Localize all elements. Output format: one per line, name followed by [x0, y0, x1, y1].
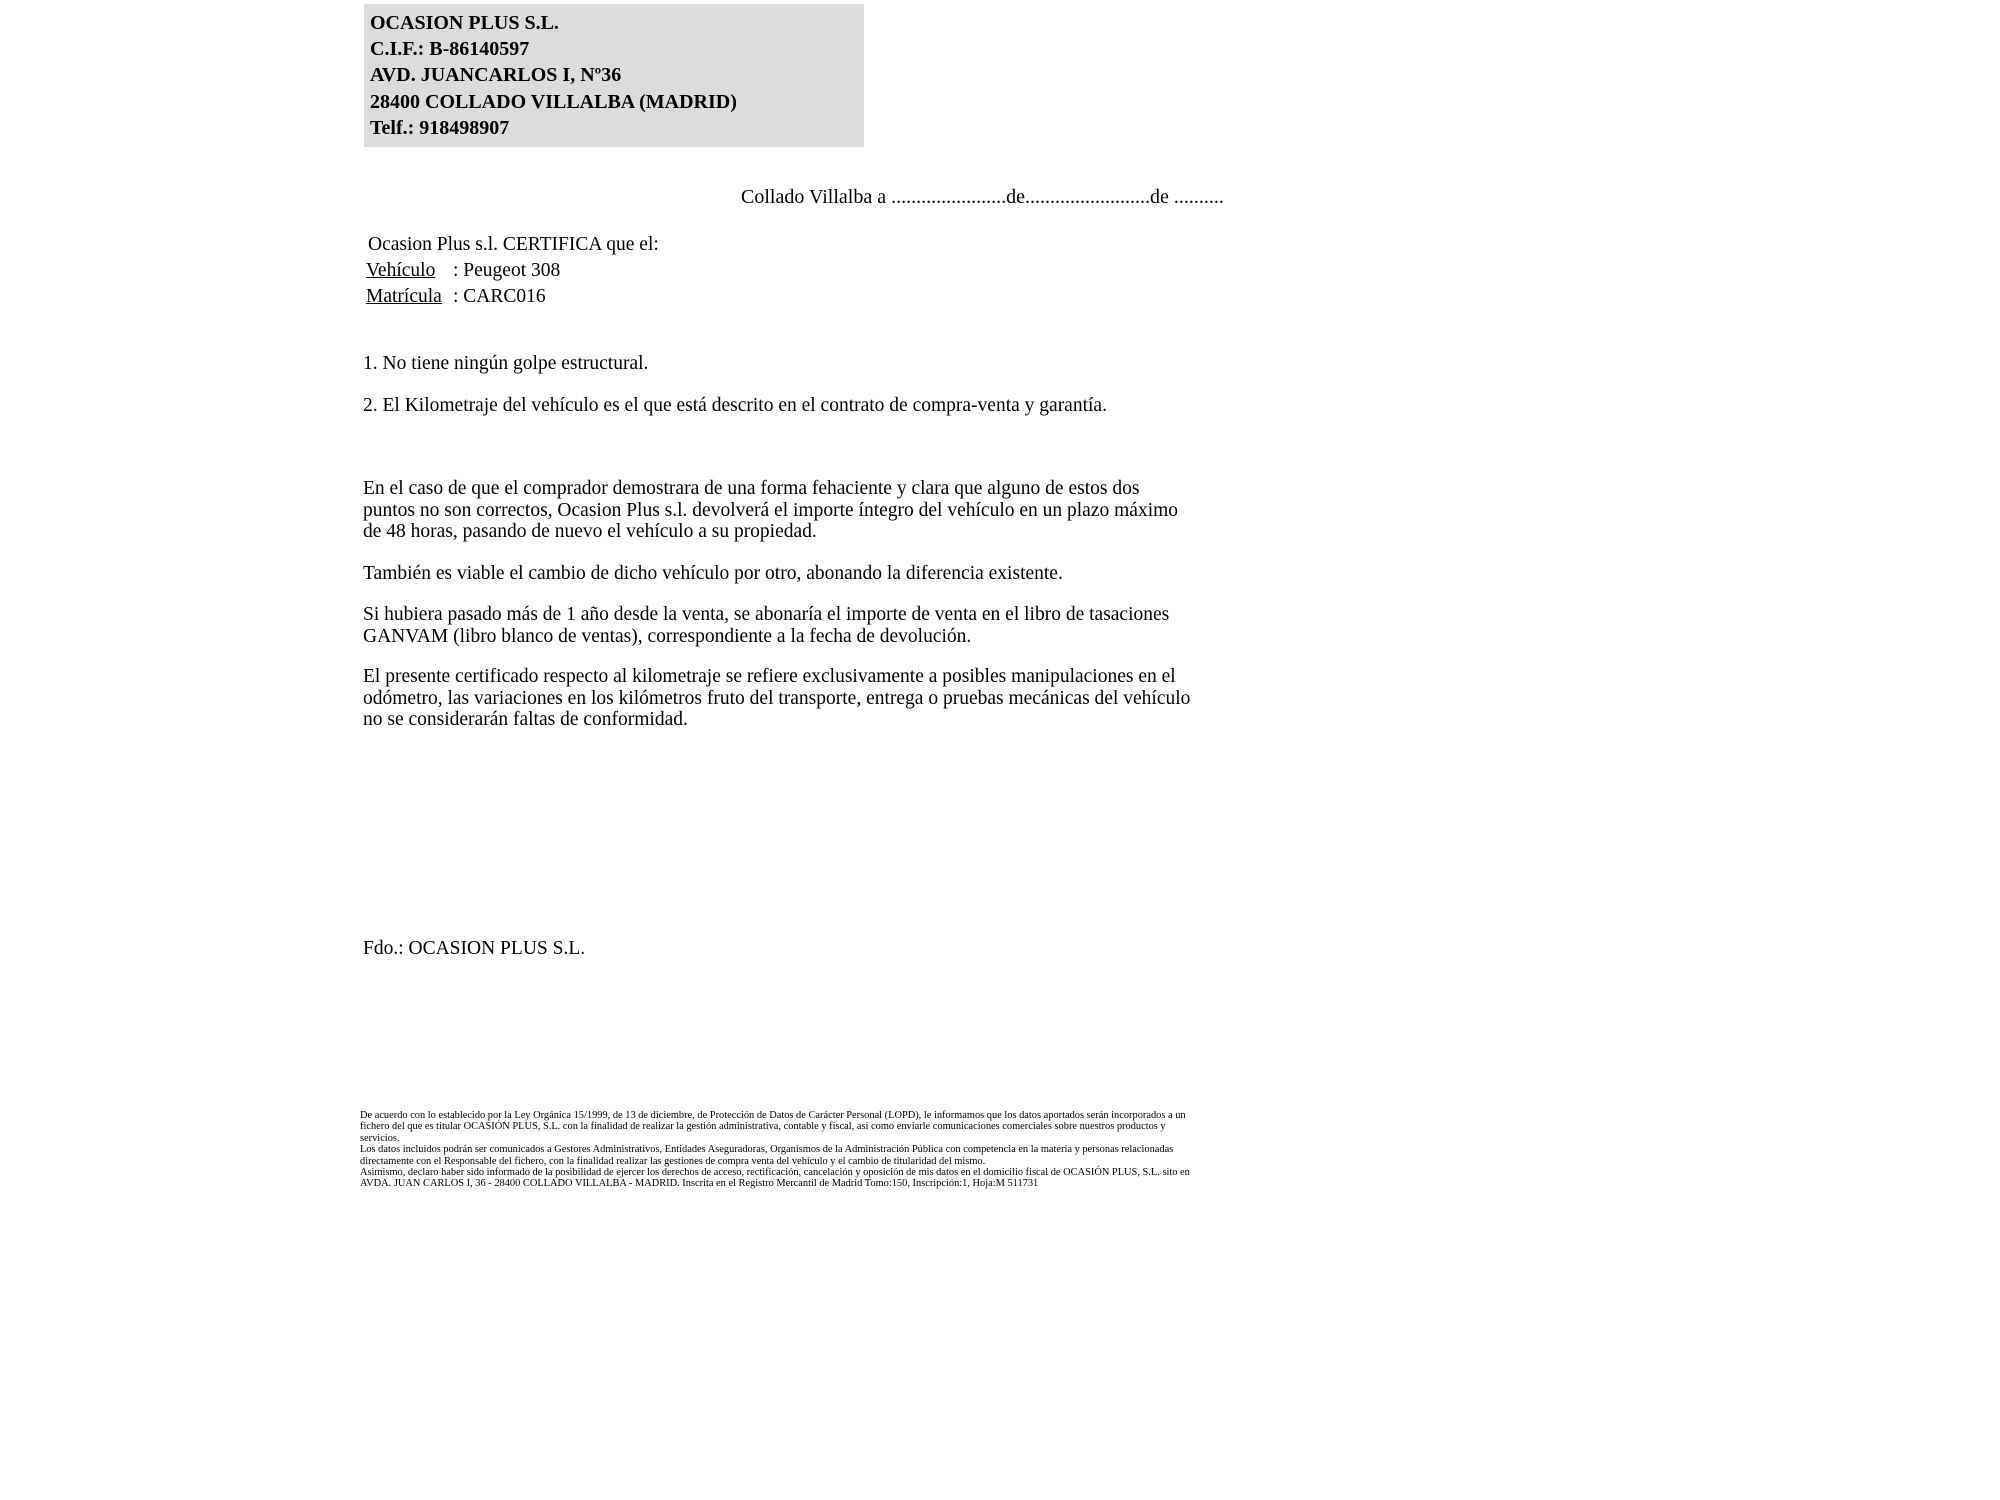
certifica-line: Ocasion Plus s.l. CERTIFICA que el: — [368, 234, 659, 255]
legal-paragraph-3: Asimismo, declaro haber sido informado de la posibilidad de ejercer los derechos de acceso, rectificación, cancelación y oposición de mis datos en el domicilio fiscal de OCASIÓN PLUS, S.L. sito en AVDA. JUAN CARLOS I, 36 - 28400 COLLADO VILLALBA - MADRID. Inscrita en el Registro Mercantil de Madrid Tomo:150, Inscripción:1, Hoja:M 511731 — [360, 1167, 1190, 1190]
vehicle-label: Vehículo — [366, 260, 436, 281]
company-address: AVD. JUANCARLOS I, Nº36 — [370, 64, 622, 87]
company-header-block — [364, 4, 864, 147]
certified-point-1: 1. No tiene ningún golpe estructural. — [363, 353, 649, 374]
legal-footer — [360, 1110, 1205, 1190]
signature-line: Fdo.: OCASION PLUS S.L. — [363, 938, 586, 959]
plate-label-wrap — [366, 286, 453, 308]
legal-paragraph-2: Los datos incluidos podrán ser comunicados a Gestores Administrativos, Entidades Aseguradoras, Organismos de la Administración Pública con competencia en la materia y personas relacionadas directamente con el Responsable del fichero, con la finalidad realizar las gestiones de compra venta del vehículo y el cambio de titularidad del mismo. — [360, 1144, 1174, 1167]
refund-paragraph: En el caso de que el comprador demostrara de una forma fehaciente y clara que alguno de estos dos puntos no son correctos, Ocasion Plus s.l. devolverá el importe íntegro del vehículo en un plazo máximo de 48 horas, pasando de nuevo el vehículo a su propiedad. — [363, 478, 1179, 543]
plate-label: Matrícula — [366, 286, 442, 307]
vehicle-value: Peugeot 308 — [463, 260, 561, 281]
certified-point-2: 2. El Kilometraje del vehículo es el que está descrito en el contrato de compra-venta y garantía. — [363, 395, 1107, 416]
vehicle-separator: : — [453, 260, 464, 281]
vehicle-label-wrap — [366, 260, 453, 282]
odometer-paragraph: El presente certificado respecto al kilometraje se refiere exclusivamente a posibles manipulaciones en el odómetro, las variaciones en los kilómetros fruto del transporte, entrega o pruebas mecánicas del vehículo no se considerarán faltas de conformidad. — [363, 666, 1191, 731]
company-phone: Telf.: 918498907 — [370, 116, 510, 139]
plate-separator: : — [453, 286, 464, 307]
legal-paragraph-1: De acuerdo con lo establecido por la Ley Orgánica 15/1999, de 13 de diciembre, de Protección de Datos de Carácter Personal (LOPD), le informamos que los datos aportados serán incorporados a un fichero del que es titular OCASIÓN PLUS, S.L. con la finalidad de realizar la gestión administrativa, contable y fiscal, así como enviarle comunicaciones comerciales sobre nuestros productos y servicios. — [360, 1110, 1186, 1144]
ganvam-paragraph: Si hubiera pasado más de 1 año desde la venta, se abonaría el importe de venta en el libro de tasaciones GANVAM (libro blanco de ventas), correspondiente a la fecha de devolución. — [363, 604, 1170, 647]
company-city: 28400 COLLADO VILLALBA (MADRID) — [370, 90, 737, 113]
date-line: Collado Villalba a .......................de.........................de .......... — [741, 186, 1224, 208]
plate-value: CARC016 — [463, 286, 546, 307]
plate-line — [366, 286, 546, 308]
exchange-paragraph: También es viable el cambio de dicho vehículo por otro, abonando la diferencia existente. — [363, 563, 1063, 584]
vehicle-line — [366, 260, 560, 282]
company-cif: C.I.F.: B-86140597 — [370, 38, 530, 61]
company-name: OCASION PLUS S.L. — [370, 12, 559, 34]
